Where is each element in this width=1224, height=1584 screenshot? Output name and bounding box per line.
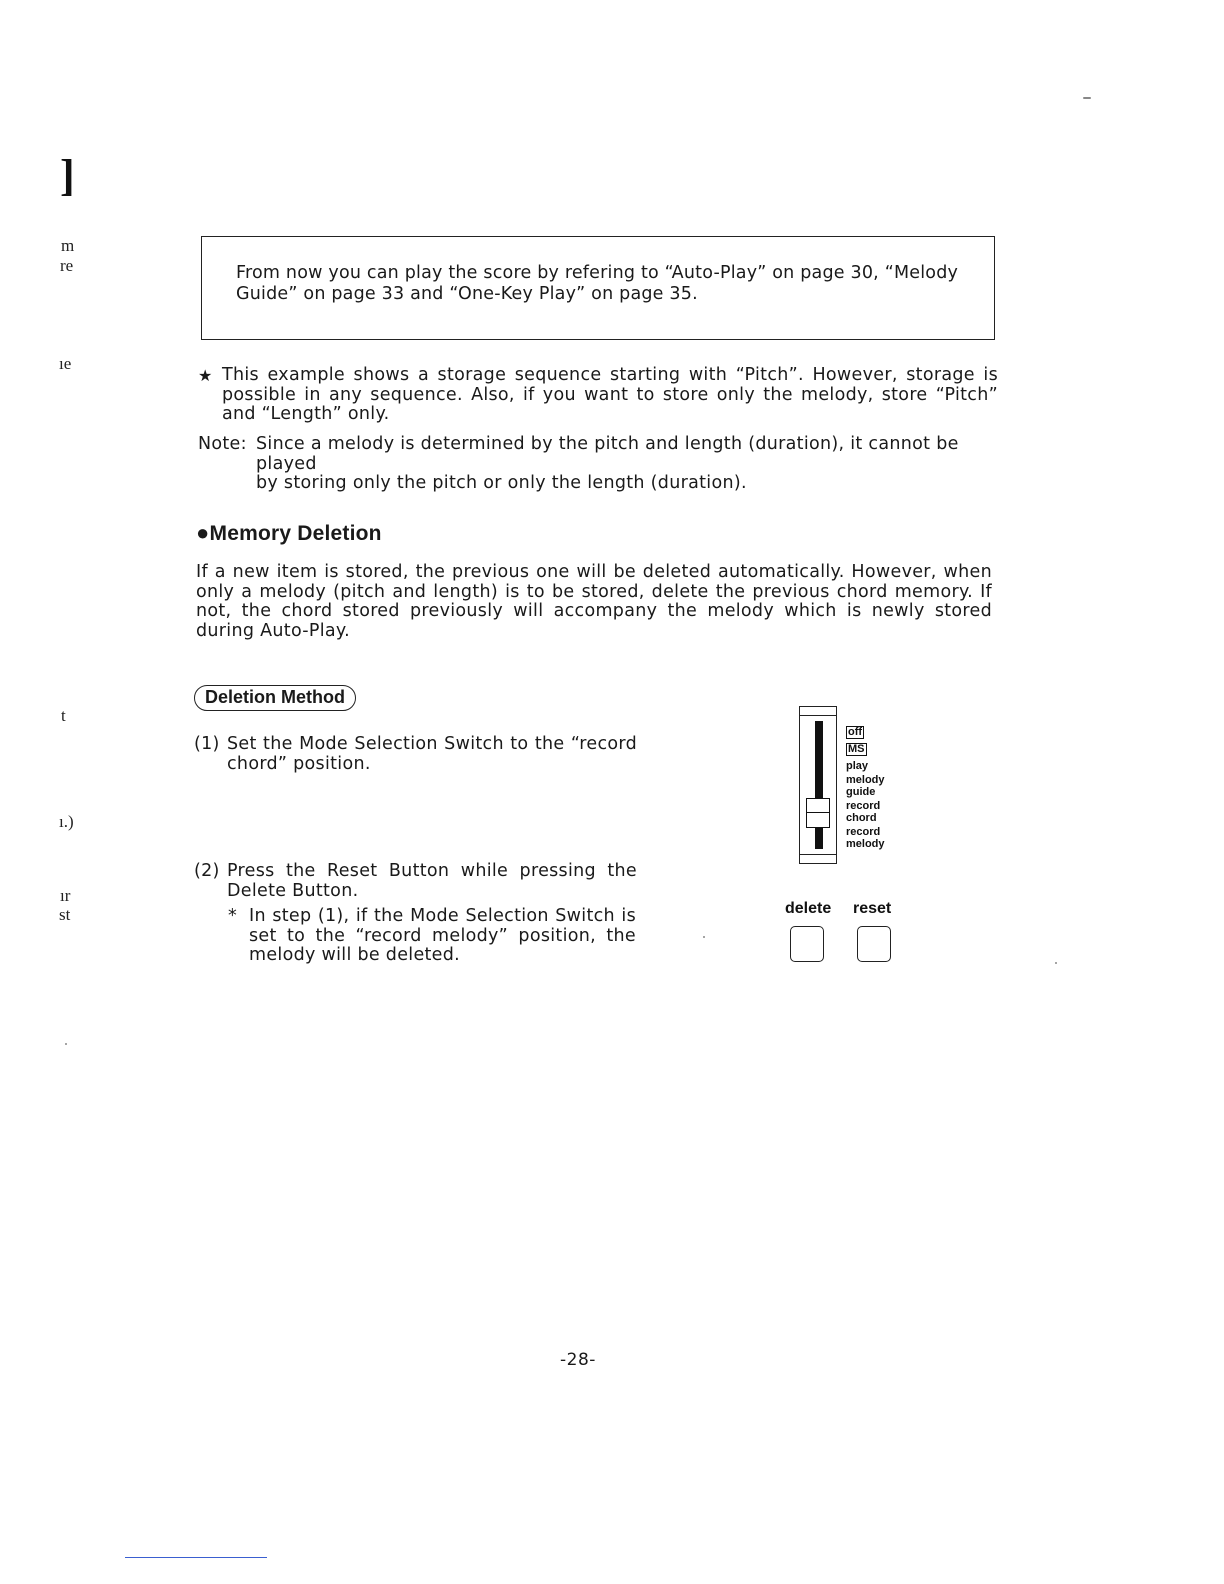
- reset-button-label: reset: [853, 900, 892, 917]
- switch-label-melody: melody: [846, 838, 885, 850]
- switch-label-ms: MS: [848, 743, 865, 755]
- notice-box: [201, 236, 995, 340]
- margin-fragment: ıe: [59, 354, 72, 373]
- note-label: Note:: [198, 434, 247, 454]
- margin-fragment: t: [61, 706, 66, 725]
- note-line-1: Since a melody is determined by the pitch and length (duration), it cannot be played: [256, 434, 959, 474]
- switch-label-off: off: [848, 726, 863, 738]
- step-1-number: (1): [194, 734, 220, 754]
- section-paragraph: If a new item is stored, the previous one will be deleted automatically. However, when only a melody (pitch and length) is to be stored, delete the previous chord memory. If not, the chord stored previously will accompany the melody which is newly stored during Auto-Play.: [196, 562, 992, 641]
- switch-knob: [806, 798, 830, 828]
- margin-fragment: ır: [60, 886, 71, 905]
- page-number: -28-: [560, 1350, 596, 1370]
- scan-speck: [1083, 97, 1091, 99]
- deletion-method-label: Deletion Method: [194, 685, 356, 711]
- switch-label-record: record: [846, 800, 881, 812]
- section-heading: [196, 520, 382, 546]
- delete-button: [790, 926, 824, 962]
- mode-selection-switch: [799, 706, 837, 864]
- scan-speck: [65, 1043, 67, 1045]
- margin-fragment: st: [59, 905, 71, 924]
- step-2-text: Press the Reset Button while pressing the Delete Button.: [227, 861, 637, 901]
- step-1-text: Set the Mode Selection Switch to the “record chord” position.: [227, 734, 637, 774]
- step-2-number: (2): [194, 861, 220, 881]
- link-underline: [125, 1557, 267, 1558]
- reset-button: [857, 926, 891, 962]
- margin-bracket: ]: [60, 151, 75, 200]
- scan-speck: [1055, 962, 1057, 964]
- switch-frame-line: [800, 715, 836, 716]
- section-title: Memory Deletion: [209, 522, 382, 545]
- margin-fragment: ı.): [59, 812, 74, 831]
- notice-text: From now you can play the score by refering to “Auto-Play” on page 30, “Melody Guide” on page 33 and “One-Key Play” on page 35.: [236, 263, 959, 304]
- switch-label-melody: melody: [846, 774, 885, 786]
- sub-note-marker: *: [228, 906, 238, 926]
- example-note-text: This example shows a storage sequence starting with “Pitch”. However, storage is possible in any sequence. Also, if you want to store only the melody, store “Pitch” and “Length” only.: [222, 365, 998, 424]
- switch-track: [815, 721, 823, 849]
- note-line-2: by storing only the pitch or only the length (duration).: [256, 473, 747, 493]
- switch-frame-line: [800, 854, 836, 855]
- star-marker: ★: [198, 366, 213, 385]
- bullet-icon: ●: [196, 520, 210, 545]
- switch-label-chord: chord: [846, 812, 877, 824]
- switch-labels: [846, 726, 885, 850]
- margin-fragment: m: [61, 236, 75, 255]
- switch-label-record: record: [846, 826, 881, 838]
- sub-note-text: In step (1), if the Mode Selection Switch is set to the “record melody” position, the melody will be deleted.: [249, 906, 636, 965]
- scan-speck: [703, 936, 705, 938]
- switch-label-guide: guide: [846, 786, 876, 798]
- note-text: [256, 435, 998, 494]
- delete-button-label: delete: [785, 900, 832, 917]
- switch-label-play: play: [846, 760, 869, 772]
- margin-fragment: re: [60, 256, 74, 275]
